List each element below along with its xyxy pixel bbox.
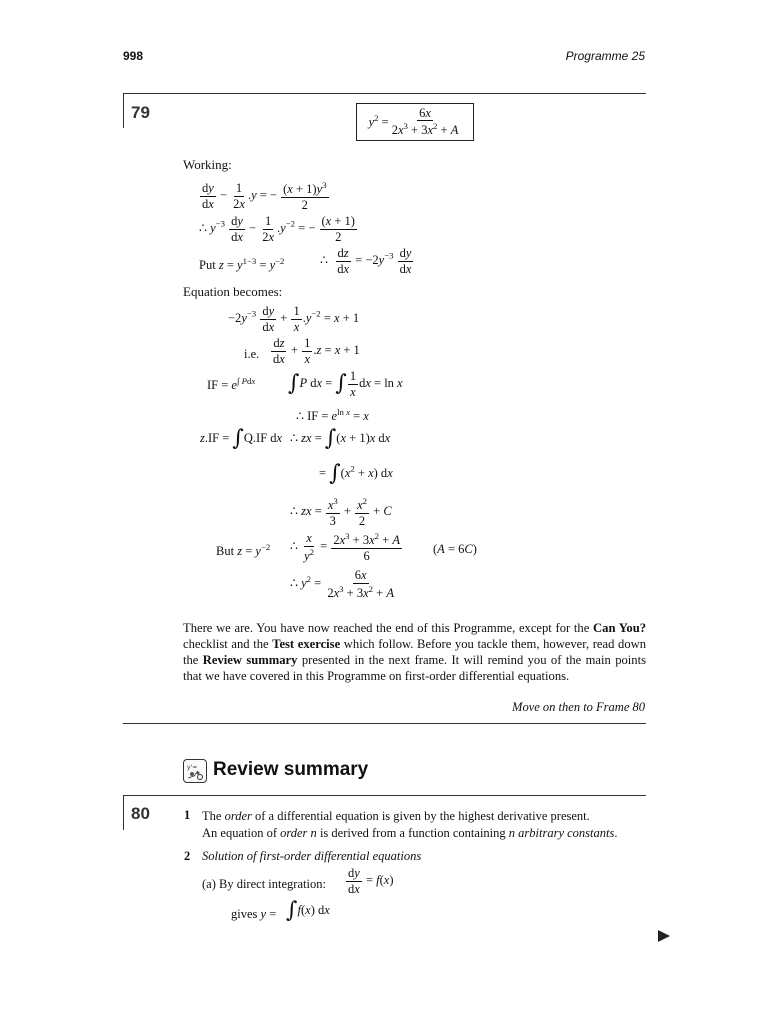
put-substitution: Put $z = y^{1-3} = y^{-2}$: [199, 256, 285, 273]
item-2a-equation: $\frac{dy}{dx}$ = f(x): [348, 866, 394, 896]
item-1-number: 1: [184, 808, 191, 822]
zx-equation-2: = $\int(x^2 + x)$ dx: [319, 461, 393, 486]
programme-title: Programme 25: [565, 49, 645, 63]
review-summary-icon: [183, 759, 207, 783]
section-divider: [123, 723, 646, 724]
z-if-formula: z.IF = ∫Q.IF dx: [200, 426, 283, 451]
equation-2: ∴ $y^{-3}$ $\frac{dy}{dx}$ − $\frac{1}{2x}$ $.y^{-2}$ = − $\frac{(x + 1)}{2}$: [199, 214, 355, 244]
svg-text:y'=: y'=: [187, 764, 198, 771]
integrating-factor: IF = $e^{\int Pdx}$: [207, 376, 256, 393]
ie-label: i.e.: [244, 347, 260, 361]
gives-label: gives y =: [231, 907, 277, 921]
frame-80-number: 80: [131, 804, 150, 823]
next-page-arrow-icon[interactable]: [657, 929, 671, 948]
final-answer: ∴ $y^2$ = $\frac{6x}{2x^3 + 3x^2 + A}$: [290, 568, 394, 600]
conclusion-paragraph: There we are. You have now reached the end of this Programme, except for the Can You? checklist and the Test exercise which follow. Before you tackle them, however, read down the Review summary presented in the next frame. It will remind you of the main points that we have covered in this Programme on first-order differential equations.: [183, 621, 647, 683]
but-label: But $z = y^{-2}$: [216, 542, 271, 559]
integral-p: ∫P dx = ∫ $\frac{1}{x}$ dx = ln x: [288, 369, 403, 399]
working-label: Working:: [183, 157, 232, 172]
zx-equation-3: ∴ zx = $\frac{x^3}{3}$ + $\frac{x^2}{2}$ + C: [290, 496, 392, 528]
zx-equation-1: ∴ zx = ∫(x + 1)x dx: [290, 426, 391, 451]
equation-3: $-2y^{-3}$ $\frac{dy}{dx}$ + $\frac{1}{x}$ $.y^{-2} = x + 1$: [228, 304, 360, 334]
equation-4: $\frac{dz}{dx}$ + $\frac{1}{x}$ .z = x + 1: [273, 336, 360, 366]
a-note: (A = 6C): [433, 542, 477, 556]
if-result: ∴ IF = $e^{ln x} = x$: [296, 407, 369, 424]
answer-box: $y^2$ = $\frac{6x}{2x^3 + 3x^2 + A}$: [356, 103, 474, 141]
item-2a-label: (a) By direct integration:: [202, 877, 326, 891]
gives-equation: ∫f(x) dx: [286, 898, 330, 923]
item-2-text: Solution of first-order differential equations: [202, 849, 422, 863]
page-number: 998: [123, 49, 144, 63]
x-over-y2: ∴ $\frac{x}{y^2}$ = $\frac{2x^3 + 3x^2 + A}{6}$: [290, 531, 400, 563]
equation-becomes-label: Equation becomes:: [183, 284, 283, 299]
item-2-number: 2: [184, 849, 191, 863]
frame-79-number: 79: [131, 103, 150, 122]
equation-1: $\frac{dy}{dx}$ − $\frac{1}{2x}$ .y = − $\frac{(x + 1)y^3}{2}$: [202, 180, 327, 212]
dz-dx-relation: ∴ $\frac{dz}{dx}$ = $-2y^{-3}$ $\frac{dy}{dx}$: [320, 246, 412, 276]
move-on-link[interactable]: Move on then to Frame 80: [512, 700, 645, 714]
review-summary-title: Review summary: [213, 759, 369, 780]
item-1-text: The order of a differential equation is given by the highest derivative present. An equation of order n is derived from a function containing n arbitrary constants.: [202, 809, 618, 840]
